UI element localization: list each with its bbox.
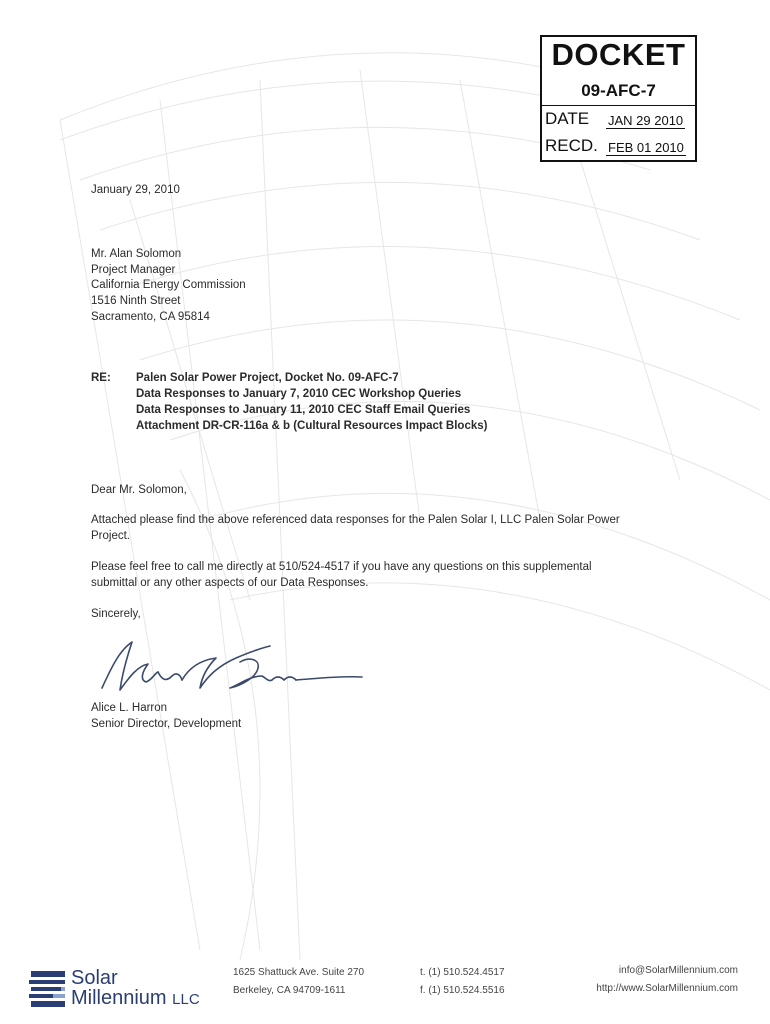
logo-line-millennium: Millennium [71,987,167,1009]
logo-line-solar: Solar [71,967,118,989]
signer-title: Senior Director, Development [91,718,242,730]
re-line: Data Responses to January 11, 2010 CEC Staff Email Queries [136,404,471,416]
stamp-recd-value: FEB 01 2010 [608,140,684,155]
footer-email[interactable]: info@SolarMillennium.com [618,965,738,976]
company-logo-text [71,968,200,1010]
body-paragraph-1-line: Attached please find the above referenced data responses for the Palen Solar I, LLC Palen Solar Power [91,514,620,526]
logo-llc: LLC [172,991,200,1008]
docket-stamp [540,35,697,162]
footer-address-line-2: Berkeley, CA 94709-1611 [233,985,346,996]
stamp-recd-label: RECD. [545,136,598,155]
footer-address-line-1: 1625 Shattuck Ave. Suite 270 [233,967,365,978]
re-line: Palen Solar Power Project, Docket No. 09-AFC-7 [136,372,399,384]
recipient-organization: California Energy Commission [91,279,246,291]
signer-name: Alice L. Harron [91,702,168,714]
re-line: Attachment DR-CR-116a & b (Cultural Resources Impact Blocks) [136,420,488,432]
stamp-divider [542,105,695,106]
body-paragraph-1-line: Project. [91,530,130,542]
letter-date: January 29, 2010 [91,184,180,196]
solar-millennium-logo-icon [29,969,67,1009]
closing: Sincerely, [91,608,141,620]
handwritten-signature [90,636,370,698]
body-paragraph-2-line: submittal or any other aspects of our Data Responses. [91,577,369,589]
body-paragraph-2-line: Please feel free to call me directly at 510/524-4517 if you have any questions on this supplemental [91,561,592,573]
docket-title: DOCKET [551,37,686,72]
recipient-name: Mr. Alan Solomon [91,248,182,260]
recipient-city: Sacramento, CA 95814 [91,311,210,323]
footer-fax: f. (1) 510.524.5516 [420,985,505,996]
recipient-title: Project Manager [91,264,176,276]
docket-number: 09-AFC-7 [581,81,656,100]
salutation: Dear Mr. Solomon, [91,484,187,496]
stamp-date-label: DATE [545,109,590,128]
re-line: Data Responses to January 7, 2010 CEC Workshop Queries [136,388,462,400]
recipient-street: 1516 Ninth Street [91,295,181,307]
footer-website[interactable]: http://www.SolarMillennium.com [596,983,738,994]
stamp-date-value: JAN 29 2010 [608,113,684,128]
re-label: RE: [91,372,111,384]
footer-phone: t. (1) 510.524.4517 [420,967,505,978]
